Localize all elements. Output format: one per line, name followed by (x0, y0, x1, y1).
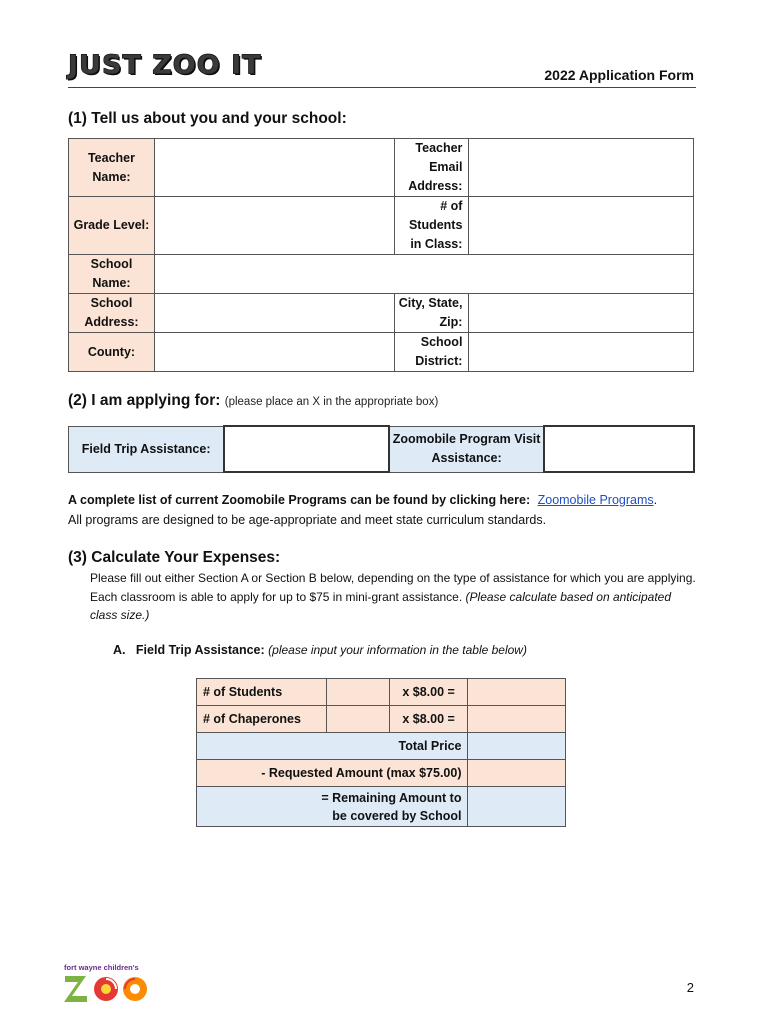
section-a-note: (please input your information in the table below) (268, 643, 527, 657)
section-2-title: (2) I am applying for: (68, 392, 221, 409)
requested-amount-label: - Requested Amount (max $75.00) (197, 760, 468, 787)
num-students-field[interactable] (469, 197, 694, 255)
school-district-label: School District: (395, 333, 469, 372)
instructions-text: Please fill out either Section A or Section B below, depending on the type of assistance for which you are applying. Each classroom is able to apply for up to $75 in mini-grant assistance. (90, 571, 696, 604)
just-zoo-it-logo: JUST ZOO IT (68, 50, 262, 81)
page-number: 2 (686, 980, 694, 995)
chaperones-rate-label: x $8.00 = (389, 706, 468, 733)
teacher-name-label: Teacher Name: (69, 139, 155, 197)
school-address-field[interactable] (154, 294, 395, 333)
field-trip-assistance-label: Field Trip Assistance: (69, 426, 225, 472)
field-trip-assistance-checkbox[interactable] (224, 426, 388, 472)
students-rate-label: x $8.00 = (389, 679, 468, 706)
programs-note-period: . (653, 493, 658, 507)
teacher-email-label: Teacher Email Address: (395, 139, 469, 197)
section-3-instructions (90, 569, 700, 625)
num-students-row-label: # of Students (197, 679, 327, 706)
zoomobile-programs-link[interactable]: Zoomobile Programs (537, 493, 654, 507)
school-name-field[interactable] (154, 255, 693, 294)
teacher-email-field[interactable] (469, 139, 694, 197)
programs-note-text: A complete list of current Zoomobile Programs can be found by clicking here: (68, 493, 531, 507)
section-2-note: (please place an X in the appropriate box) (224, 396, 439, 408)
teacher-name-field[interactable] (154, 139, 395, 197)
section-2-heading (68, 392, 438, 410)
fort-wayne-childrens-zoo-logo (62, 962, 154, 1006)
county-label: County: (69, 333, 155, 372)
section-a-letter: A. (113, 643, 126, 657)
zoo-logo-letter-z (64, 976, 87, 1002)
zoomobile-assistance-label: Zoomobile Program Visit Assistance: (389, 426, 545, 472)
num-chaperones-row-label: # of Chaperones (197, 706, 327, 733)
school-info-table (68, 138, 694, 372)
remaining-amount-field[interactable] (468, 787, 566, 827)
section-3-heading: (3) Calculate Your Expenses: (68, 549, 281, 566)
chaperones-subtotal-field[interactable] (468, 706, 566, 733)
assistance-type-table (68, 425, 695, 473)
grade-level-label: Grade Level: (69, 197, 155, 255)
header-divider (68, 87, 696, 88)
remaining-amount-label: = Remaining Amount to be covered by School (197, 787, 468, 827)
total-price-label: Total Price (197, 733, 468, 760)
total-price-field[interactable] (468, 733, 566, 760)
section-a-heading (113, 643, 527, 657)
num-students-input[interactable] (326, 679, 389, 706)
section-1-heading: (1) Tell us about you and your school: (68, 110, 347, 127)
instructions-italic-note: (Please calculate based on anticipated class size.) (90, 589, 672, 622)
city-state-zip-field[interactable] (469, 294, 694, 333)
programs-note (68, 491, 657, 510)
num-chaperones-input[interactable] (326, 706, 389, 733)
field-trip-expense-table (196, 678, 566, 827)
county-field[interactable] (154, 333, 395, 372)
zoomobile-assistance-checkbox[interactable] (544, 426, 694, 472)
num-students-label: # of Students in Class: (395, 197, 469, 255)
school-name-label: School Name: (69, 255, 155, 294)
school-district-field[interactable] (469, 333, 694, 372)
grade-level-field[interactable] (154, 197, 395, 255)
section-a-title: Field Trip Assistance: (135, 643, 265, 657)
school-address-label: School Address: (69, 294, 155, 333)
city-state-zip-label: City, State, Zip: (395, 294, 469, 333)
zoo-logo-caption: fort wayne children's (64, 963, 139, 972)
students-subtotal-field[interactable] (468, 679, 566, 706)
programs-standards-note: All programs are designed to be age-appropriate and meet state curriculum standards. (68, 513, 547, 527)
form-title: 2022 Application Form (544, 67, 694, 83)
requested-amount-field[interactable] (468, 760, 566, 787)
